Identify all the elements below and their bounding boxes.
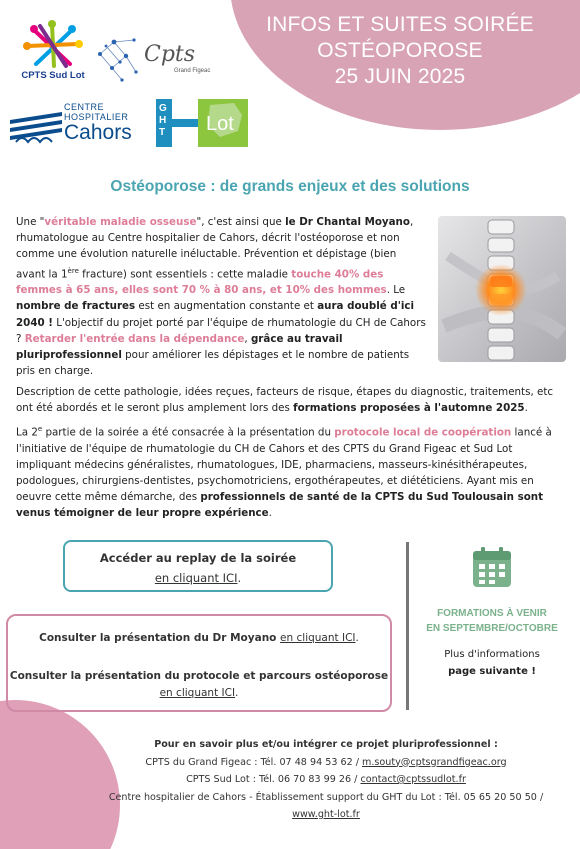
calendar-icon (470, 545, 514, 589)
ght-lot-logo: GHT Lot (154, 97, 252, 149)
ch-cahors-logo: CENTRE HOSPITALIER Cahors (8, 98, 144, 148)
page-title: INFOS ET SUITES SOIRÉE OSTÉOPOROSE 25 JUIN 2025 (266, 13, 534, 88)
spine-illustration (438, 216, 566, 362)
replay-box: Accéder au replay de la soirée en cliquant ICI. (63, 540, 333, 592)
sudlot-email-link[interactable]: contact@cptssudlot.fr (360, 774, 466, 785)
cpts-sud-lot-logo: CPTS Sud Lot (14, 20, 94, 90)
intro-paragraph: Une "véritable maladie osseuse", c'est ainsi que le Dr Chantal Moyano, rhumatologue au Centre hospitalier de Cahors, décrit l'ostéoporose et non comme une évolution naturelle inéluctable. Prévention et dépistage (bien avant la 1ère fracture) sont essentiels : cette maladie touche 40% des femmes à 65 ans, elles sont 70 % à 80 ans, et 10% des hommes. Le nombre de fractures est en augmentation constante et aura doublé d'ici 2040 ! L'objectif du projet porté par l'équipe de rhumatologie du CH de Cahors ? Retarder l'entrée dans la dépendance, grâce au travail pluriprofessionnel pour améliorer les dépistages et le nombre de patients pris en charge. (16, 216, 426, 378)
presentations-box: Consulter la présentation du Dr Moyano en cliquant ICI. Consulter la présentation du protocole et parcours ostéoporose en cliquant ICI. (6, 614, 392, 712)
bridge-icon (8, 98, 64, 148)
formations-heading: FORMATIONS À VENIR EN SEPTEMBRE/OCTOBRE (426, 608, 558, 634)
contact-footer: Pour en savoir plus et/ou intégrer ce projet pluriprofessionnel : CPTS du Grand Figeac : Tél. 07 48 94 53 62 / m.souty@cptsgrandfigeac.org CPTS Sud Lot : Tél. 06 70 83 99 26 / contact@cptssudlot.fr Centre hospitalier de Cahors - Établissement support du GHT du Lot : Tél. 05 65 20 50 50 / www.ght-lot.fr (108, 739, 544, 820)
vertical-divider (406, 542, 409, 710)
moyano-presentation-link[interactable]: en cliquant ICI (280, 632, 356, 644)
topics-paragraph: Description de cette pathologie, idées reçues, facteurs de risque, étapes du diagnostic, traitements, etc ont été abordés et le seront plus amplement lors des formations proposées à l'automne 2025. (16, 386, 554, 415)
replay-link[interactable]: en cliquant ICI (154, 571, 238, 585)
more-info-text: Plus d'informations page suivante ! (444, 649, 540, 677)
people-circle-icon (14, 20, 94, 70)
protocol-paragraph: La 2e partie de la soirée a été consacrée à la présentation du protocole local de coopération lancé à l'initiative de l'équipe de rhumatologie du CH de Cahors et des CPTS du Grand Figeac et Sud Lot impliquant médecins généralistes, rhumatologues, IDE, pharmaciens, masseurs-kinésithérapeutes, podologues, chirurgiens-dentistes, psychomotriciens, ergothérapeutes, et diététiciens. Ayant mis en oeuvre cette même démarche, des professionnels de santé de la CPTS du Sud Toulousain sont venus témoigner de leur propre expérience. (16, 425, 552, 520)
section-title: Ostéoporose : de grands enjeux et des solutions (110, 178, 470, 195)
cpts-grand-figeac-logo: Cpts Grand Figeac (96, 34, 226, 84)
ght-website-link[interactable]: www.ght-lot.fr (292, 809, 360, 820)
figeac-email-link[interactable]: m.souty@cptsgrandfigeac.org (362, 756, 507, 768)
protocol-presentation-link[interactable]: en cliquant ICI (159, 687, 236, 699)
